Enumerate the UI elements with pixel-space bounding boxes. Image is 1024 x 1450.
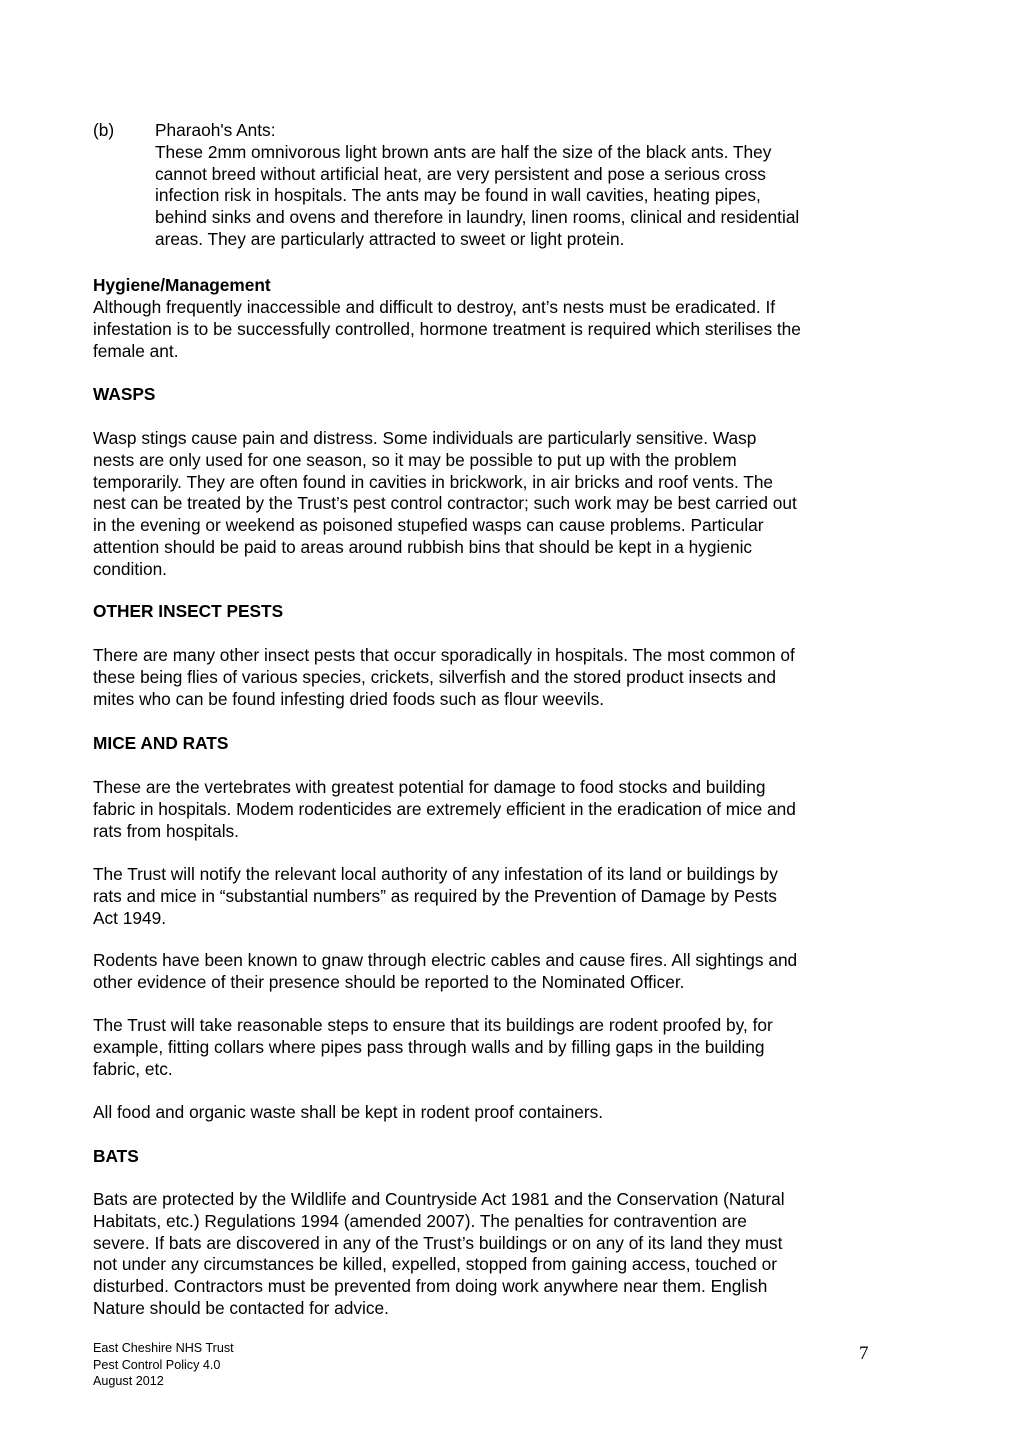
mice-rats-paragraph-2: The Trust will notify the relevant local authority of any infestation of its land or buildings by rats and mice in “substantial numbers” as required by the Prevention of Damage by Pests Act 1949. bbox=[93, 864, 778, 928]
mice-rats-paragraph-4: The Trust will take reasonable steps to ensure that its buildings are rodent proofed by, for example, fitting collars where pipes pass through walls and by filling gaps in the building fabric, etc. bbox=[93, 1015, 773, 1079]
mice-rats-paragraph-3: Rodents have been known to gnaw through electric cables and cause fires. All sightings and other evidence of their presence should be reported to the Nominated Officer. bbox=[93, 950, 798, 992]
hygiene-paragraph: Although frequently inaccessible and difficult to destroy, ant’s nests must be eradicated. If infestation is to be successfully controlled, hormone treatment is required which sterilises the female ant. bbox=[93, 297, 801, 361]
wasps-heading: WASPS bbox=[93, 384, 156, 404]
bats-heading: BATS bbox=[93, 1146, 139, 1166]
hygiene-heading: Hygiene/Management bbox=[93, 275, 271, 295]
list-marker: (b) bbox=[93, 120, 115, 140]
other-insects-paragraph: There are many other insect pests that occur sporadically in hospitals. The most common of these being flies of various species, crickets, silverfish and the stored product insects and mites who can be found infesting dried foods such as flour weevils. bbox=[93, 645, 795, 709]
mice-rats-paragraph-1: These are the vertebrates with greatest potential for damage to food stocks and building fabric in hospitals. Modem rodenticides are extremely efficient in the eradication of mice and rats from hospitals. bbox=[93, 777, 796, 841]
pharaohs-ants-paragraph: Pharaoh's Ants: These 2mm omnivorous light brown ants are half the size of the black ants. They cannot breed without artificial heat, are very persistent and pose a serious cross infection risk in hospitals. The ants may be found in wall cavities, heating pipes, behind sinks and ovens and therefore in laundry, linen rooms, clinical and residential areas. They are particularly attracted to sweet or light protein. bbox=[155, 120, 800, 249]
bats-paragraph: Bats are protected by the Wildlife and Countryside Act 1981 and the Conservation (Natural Habitats, etc.) Regulations 1994 (amended 2007). The penalties for contravention are severe. If bats are discovered in any of the Trust’s buildings or on any of its land they must not under any circumstances be killed, expelled, stopped from gaining access, touched or disturbed. Contractors must be prevented from doing work anywhere near them. English Nature should be contacted for advice. bbox=[93, 1189, 785, 1318]
footer-text: East Cheshire NHS Trust Pest Control Policy 4.0 August 2012 bbox=[93, 1341, 234, 1389]
mice-rats-paragraph-5: All food and organic waste shall be kept in rodent proof containers. bbox=[93, 1102, 604, 1122]
mice-rats-heading: MICE AND RATS bbox=[93, 733, 229, 753]
page-number: 7 bbox=[859, 1343, 869, 1364]
wasps-paragraph: Wasp stings cause pain and distress. Some individuals are particularly sensitive. Wasp nests are only used for one season, so it may be possible to put up with the problem temporarily. They are often found in cavities in brickwork, in air bricks and roof vents. The nest can be treated by the Trust’s pest control contractor; such work may be best carried out in the evening or weekend as poisoned stupefied wasps can cause problems. Particular attention should be paid to areas around rubbish bins that should be kept in a hygienic condition. bbox=[93, 428, 797, 579]
other-insects-heading: OTHER INSECT PESTS bbox=[93, 601, 284, 621]
